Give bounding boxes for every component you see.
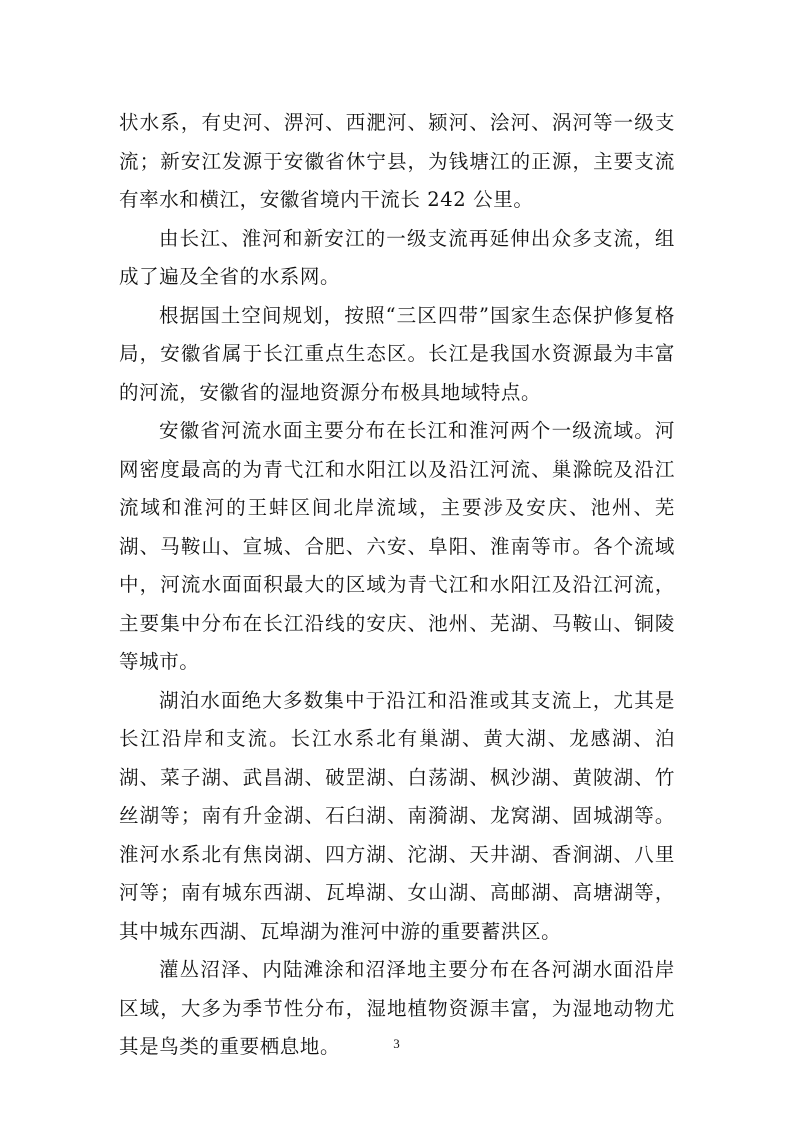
- paragraph: 湖泊水面绝大多数集中于沿江和沿淮或其支流上，尤其是长江沿岸和支流。长江水系北有巢湖、黄大湖、龙感湖、泊湖、菜子湖、武昌湖、破罡湖、白荡湖、枫沙湖、黄陂湖、竹丝湖等；南有升金湖、石臼湖、南漪湖、龙窝湖、固城湖等。淮河水系北有焦岗湖、四方湖、沱湖、天井湖、香涧湖、八里河等；南有城东西湖、瓦埠湖、女山湖、高邮湖、高塘湖等，其中城东西湖、瓦埠湖为淮河中游的重要蓄洪区。: [119, 688, 675, 943]
- paragraph: 由长江、淮河和新安江的一级支流再延伸出众多支流，组成了遍及全省的水系网。: [119, 226, 675, 288]
- paragraph: 状水系，有史河、淠河、西淝河、颍河、浍河、涡河等一级支流；新安江发源于安徽省休宁县，为钱塘江的正源，主要支流有率水和横江，安徽省境内干流长 242 公里。: [119, 111, 675, 211]
- paragraph: 灌丛沼泽、内陆滩涂和沼泽地主要分布在各河湖水面沿岸区域，大多为季节性分布，湿地植物资源丰富，为湿地动物尤其是鸟类的重要栖息地。: [119, 958, 675, 1058]
- page-number: 3: [393, 1036, 400, 1051]
- paragraph: 安徽省河流水面主要分布在长江和淮河两个一级流域。河网密度最高的为青弋江和水阳江以及沿江河流、巢滁皖及沿江流域和淮河的王蚌区间北岸流域，主要涉及安庆、池州、芜湖、马鞍山、宣城、合肥、六安、阜阳、淮南等市。各个流域中，河流水面面积最大的区域为青弋江和水阳江及沿江河流，主要集中分布在长江沿线的安庆、池州、芜湖、马鞍山、铜陵等城市。: [119, 419, 675, 673]
- paragraph: 根据国土空间规划，按照“三区四带”国家生态保护修复格局，安徽省属于长江重点生态区。长江是我国水资源最为丰富的河流，安徽省的湿地资源分布极具地域特点。: [119, 303, 675, 404]
- document-body: [119, 104, 675, 1067]
